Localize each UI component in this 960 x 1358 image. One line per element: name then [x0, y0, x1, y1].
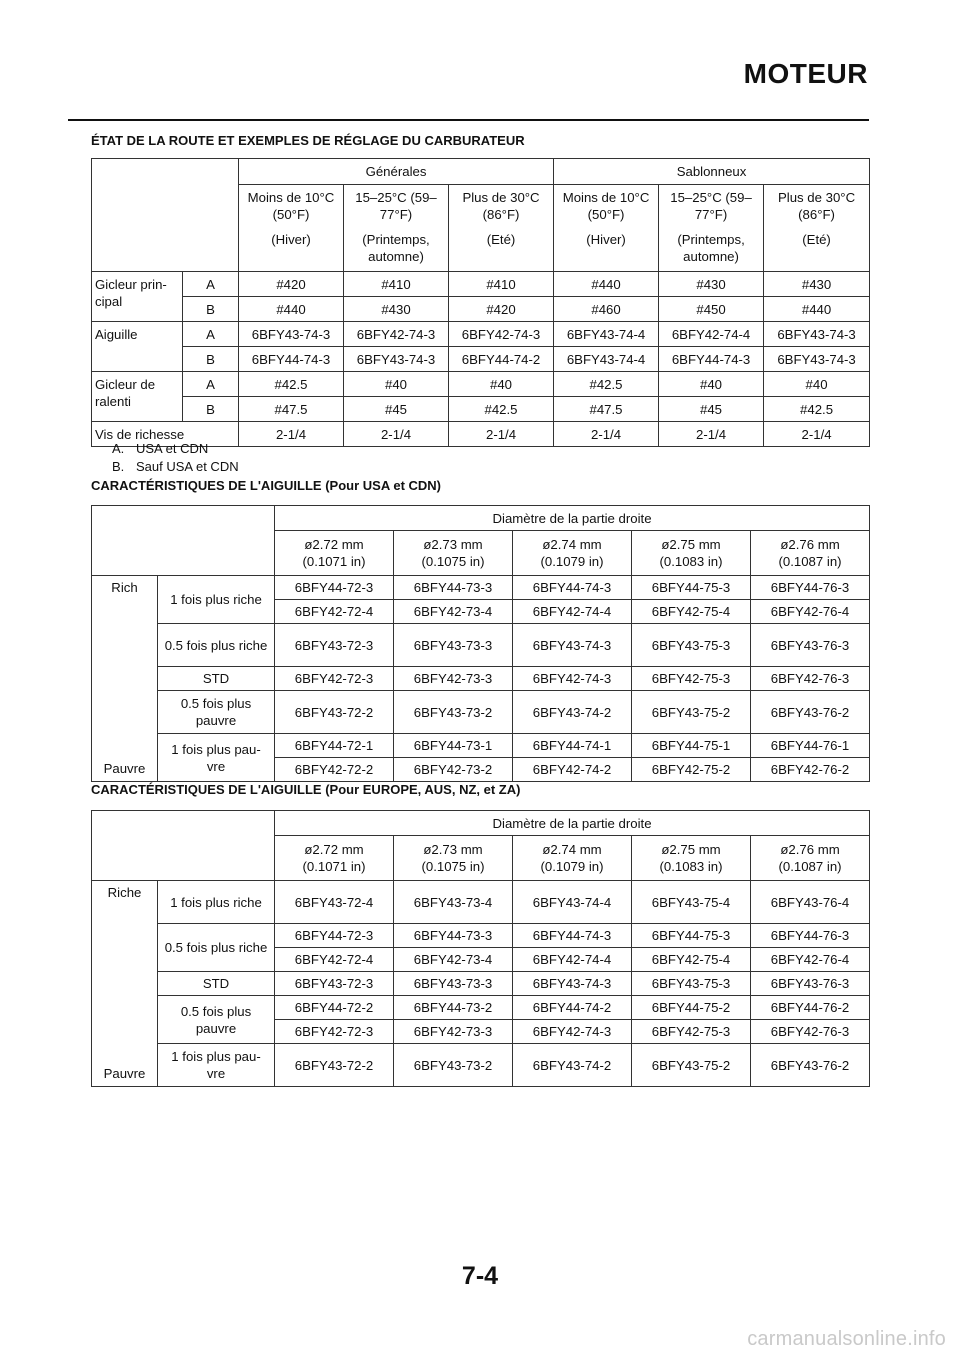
diameter-in: (0.1083 in): [659, 554, 723, 569]
diameter-size: [394, 531, 513, 576]
group-header: Sablonneux: [554, 159, 870, 185]
needle-code: 6BFY44-72-1: [275, 734, 394, 758]
diameter-size: [275, 531, 394, 576]
note-a: A. USA et CDN: [112, 441, 209, 456]
value-cell: #40: [659, 372, 764, 397]
needle-code: 6BFY43-76-3: [751, 972, 870, 996]
needle-code: 6BFY42-72-4: [275, 948, 394, 972]
level-label: 0.5 fois plus pauvre: [158, 996, 275, 1044]
value-cell: 2-1/4: [554, 422, 659, 447]
needle-code: 6BFY43-74-2: [513, 1044, 632, 1087]
value-cell: 2-1/4: [449, 422, 554, 447]
table-row: [92, 372, 870, 397]
diameter-size: [632, 836, 751, 881]
needle-code: 6BFY43-72-3: [275, 972, 394, 996]
level-label: 0.5 fois plus riche: [158, 624, 275, 667]
corner-cell: [92, 506, 275, 576]
needle-code: 6BFY42-72-3: [275, 1020, 394, 1044]
value-cell: #47.5: [554, 397, 659, 422]
diameter-mm: ø2.74 mm: [542, 537, 602, 552]
needle-code: 6BFY44-74-2: [513, 996, 632, 1020]
value-cell: 6BFY42-74-3: [449, 322, 554, 347]
value-cell: #430: [764, 272, 870, 297]
diameter-in: (0.1075 in): [421, 859, 485, 874]
value-cell: #45: [659, 397, 764, 422]
table-row: [92, 734, 870, 758]
needle-code: 6BFY44-73-3: [394, 576, 513, 600]
value-cell: 6BFY42-74-4: [659, 322, 764, 347]
needle-code: 6BFY42-76-4: [751, 948, 870, 972]
value-cell: 6BFY43-74-3: [764, 347, 870, 372]
diameter-size: [394, 836, 513, 881]
needle-code: 6BFY43-73-2: [394, 691, 513, 734]
value-cell: #440: [554, 272, 659, 297]
value-cell: #45: [344, 397, 449, 422]
value-cell: #47.5: [239, 397, 344, 422]
table-row: [92, 1044, 870, 1087]
value-cell: #430: [344, 297, 449, 322]
condition-season: (Eté): [802, 232, 831, 247]
table-row: [92, 924, 870, 948]
needle-code: 6BFY43-73-3: [394, 972, 513, 996]
needle-code: 6BFY42-74-3: [513, 1020, 632, 1044]
row-label: Aiguille: [92, 322, 183, 372]
table-row: [92, 272, 870, 297]
needle-europe-table: [91, 810, 870, 1087]
richness-scale: [92, 576, 158, 782]
needle-code: 6BFY44-74-3: [513, 576, 632, 600]
value-cell: 6BFY44-74-3: [239, 347, 344, 372]
rich-label: Riche: [107, 885, 142, 900]
needle-code: 6BFY42-75-4: [632, 948, 751, 972]
carburetor-settings-table: [91, 158, 870, 447]
section-heading-needle-europe: CARACTÉRISTIQUES DE L'AIGUILLE (Pour EUROPE, AUS, NZ, et ZA): [91, 782, 521, 797]
value-cell: #410: [449, 272, 554, 297]
needle-code: 6BFY42-76-4: [751, 600, 870, 624]
condition-season: (Hiver): [586, 232, 626, 247]
condition-temp: Moins de 10°C (50°F): [247, 190, 335, 222]
needle-code: 6BFY42-73-4: [394, 600, 513, 624]
condition-header: [239, 185, 344, 272]
needle-code: 6BFY44-76-3: [751, 576, 870, 600]
variant-code: B: [183, 397, 239, 422]
needle-code: 6BFY44-76-2: [751, 996, 870, 1020]
needle-code: 6BFY44-74-3: [513, 924, 632, 948]
needle-code: 6BFY42-76-3: [751, 667, 870, 691]
needle-code: 6BFY42-73-2: [394, 758, 513, 782]
needle-usa-table: [91, 505, 870, 782]
value-cell: #460: [554, 297, 659, 322]
group-header: Générales: [239, 159, 554, 185]
note-b: B. Sauf USA et CDN: [112, 459, 239, 474]
needle-code: 6BFY44-73-3: [394, 924, 513, 948]
table-row: [92, 881, 870, 924]
variant-code: A: [183, 372, 239, 397]
variant-code: B: [183, 347, 239, 372]
rich-label: Rich: [111, 580, 138, 595]
needle-code: 6BFY42-76-2: [751, 758, 870, 782]
diameter-in: (0.1087 in): [778, 859, 842, 874]
needle-code: 6BFY43-75-2: [632, 1044, 751, 1087]
diameter-size: [751, 836, 870, 881]
needle-code: 6BFY43-74-4: [513, 881, 632, 924]
row-label: Vis de richesse: [92, 422, 239, 447]
table-row: [92, 322, 870, 347]
needle-code: 6BFY43-75-2: [632, 691, 751, 734]
condition-header: [449, 185, 554, 272]
table-row: [92, 624, 870, 667]
needle-code: 6BFY43-76-2: [751, 691, 870, 734]
value-cell: #42.5: [764, 397, 870, 422]
needle-code: 6BFY42-75-4: [632, 600, 751, 624]
diameter-in: (0.1083 in): [659, 859, 723, 874]
page-title: MOTEUR: [743, 58, 868, 89]
diameter-in: (0.1071 in): [302, 859, 366, 874]
condition-temp: Plus de 30°C (86°F): [462, 190, 540, 222]
diameter-size: [513, 531, 632, 576]
needle-code: 6BFY43-76-2: [751, 1044, 870, 1087]
diameter-mm: ø2.73 mm: [423, 537, 483, 552]
needle-code: 6BFY43-76-3: [751, 624, 870, 667]
level-label: 1 fois plus riche: [158, 881, 275, 924]
needle-code: 6BFY42-73-4: [394, 948, 513, 972]
value-cell: #42.5: [239, 372, 344, 397]
value-cell: 2-1/4: [239, 422, 344, 447]
condition-season: (Printemps, automne): [362, 232, 430, 264]
variant-code: A: [183, 322, 239, 347]
needle-code: 6BFY44-75-2: [632, 996, 751, 1020]
value-cell: #440: [239, 297, 344, 322]
level-label: STD: [158, 972, 275, 996]
needle-code: 6BFY43-72-3: [275, 624, 394, 667]
value-cell: #440: [764, 297, 870, 322]
value-cell: #42.5: [449, 397, 554, 422]
row-label: Gicleur prin-cipal: [92, 272, 183, 322]
condition-header: [659, 185, 764, 272]
condition-season: (Printemps, automne): [677, 232, 745, 264]
value-cell: #40: [449, 372, 554, 397]
diameter-header: Diamètre de la partie droite: [275, 506, 870, 531]
poor-label: Pauvre: [103, 1066, 146, 1081]
watermark-text: carmanualsonline.info: [747, 1328, 946, 1350]
value-cell: #410: [344, 272, 449, 297]
needle-code: 6BFY42-73-3: [394, 1020, 513, 1044]
needle-code: 6BFY42-72-2: [275, 758, 394, 782]
condition-temp: 15–25°C (59–77°F): [355, 190, 437, 222]
value-cell: #420: [239, 272, 344, 297]
value-cell: #40: [764, 372, 870, 397]
table-row: [92, 397, 870, 422]
condition-header: [554, 185, 659, 272]
needle-code: 6BFY42-72-4: [275, 600, 394, 624]
value-cell: #420: [449, 297, 554, 322]
table-row: [92, 972, 870, 996]
diameter-mm: ø2.74 mm: [542, 842, 602, 857]
section-heading-needle-usa: CARACTÉRISTIQUES DE L'AIGUILLE (Pour USA et CDN): [91, 478, 442, 493]
needle-code: 6BFY42-74-3: [513, 667, 632, 691]
variant-code: A: [183, 272, 239, 297]
diameter-in: (0.1079 in): [540, 859, 604, 874]
needle-code: 6BFY42-74-2: [513, 758, 632, 782]
value-cell: 6BFY43-74-3: [764, 322, 870, 347]
needle-code: 6BFY43-72-2: [275, 691, 394, 734]
table-row: [92, 691, 870, 734]
diameter-in: (0.1087 in): [778, 554, 842, 569]
needle-code: 6BFY43-74-2: [513, 691, 632, 734]
needle-code: 6BFY42-75-2: [632, 758, 751, 782]
needle-code: 6BFY43-76-4: [751, 881, 870, 924]
value-cell: #430: [659, 272, 764, 297]
needle-code: 6BFY42-74-4: [513, 600, 632, 624]
level-label: 1 fois plus riche: [158, 576, 275, 624]
needle-code: 6BFY42-75-3: [632, 667, 751, 691]
page-number: 7-4: [461, 1262, 499, 1290]
needle-code: 6BFY44-72-3: [275, 576, 394, 600]
needle-code: 6BFY43-74-3: [513, 972, 632, 996]
condition-header: [764, 185, 870, 272]
value-cell: 6BFY43-74-4: [554, 322, 659, 347]
value-cell: 6BFY43-74-4: [554, 347, 659, 372]
needle-code: 6BFY44-75-3: [632, 924, 751, 948]
diameter-mm: ø2.72 mm: [304, 842, 364, 857]
diameter-in: (0.1071 in): [302, 554, 366, 569]
diameter-size: [751, 531, 870, 576]
needle-code: 6BFY43-72-2: [275, 1044, 394, 1087]
needle-code: 6BFY43-73-4: [394, 881, 513, 924]
diameter-mm: ø2.73 mm: [423, 842, 483, 857]
needle-code: 6BFY44-72-3: [275, 924, 394, 948]
poor-label: Pauvre: [103, 761, 146, 776]
diameter-size: [632, 531, 751, 576]
diameter-header: Diamètre de la partie droite: [275, 811, 870, 836]
condition-header: [344, 185, 449, 272]
value-cell: #450: [659, 297, 764, 322]
needle-code: 6BFY44-75-1: [632, 734, 751, 758]
corner-cell: [92, 159, 239, 272]
richness-scale: [92, 881, 158, 1087]
value-cell: #42.5: [554, 372, 659, 397]
table-row: [92, 347, 870, 372]
diameter-size: [275, 836, 394, 881]
diameter-size: [513, 836, 632, 881]
value-cell: 2-1/4: [764, 422, 870, 447]
table-row: [92, 297, 870, 322]
diameter-mm: ø2.76 mm: [780, 537, 840, 552]
value-cell: 6BFY44-74-3: [659, 347, 764, 372]
value-cell: 2-1/4: [659, 422, 764, 447]
needle-code: 6BFY43-73-2: [394, 1044, 513, 1087]
diameter-mm: ø2.72 mm: [304, 537, 364, 552]
needle-code: 6BFY43-74-3: [513, 624, 632, 667]
variant-code: B: [183, 297, 239, 322]
condition-season: (Eté): [486, 232, 516, 247]
needle-code: 6BFY44-76-1: [751, 734, 870, 758]
level-label: 1 fois plus pau-vre: [158, 734, 275, 782]
header-row-diameter: [92, 506, 870, 531]
needle-code: 6BFY44-74-1: [513, 734, 632, 758]
table-row: [92, 996, 870, 1020]
header-row-groups: [92, 159, 870, 185]
value-cell: #40: [344, 372, 449, 397]
condition-temp: Plus de 30°C (86°F): [777, 190, 856, 222]
value-cell: 6BFY43-74-3: [344, 347, 449, 372]
diameter-mm: ø2.75 mm: [661, 537, 721, 552]
section-heading-road-conditions: ÉTAT DE LA ROUTE ET EXEMPLES DE RÉGLAGE DU CARBURATEUR: [91, 133, 525, 148]
value-cell: 2-1/4: [344, 422, 449, 447]
diameter-in: (0.1079 in): [540, 554, 604, 569]
needle-code: 6BFY44-72-2: [275, 996, 394, 1020]
needle-code: 6BFY44-73-1: [394, 734, 513, 758]
needle-code: 6BFY44-76-3: [751, 924, 870, 948]
needle-code: 6BFY43-75-3: [632, 624, 751, 667]
needle-code: 6BFY42-74-4: [513, 948, 632, 972]
needle-code: 6BFY43-72-4: [275, 881, 394, 924]
needle-code: 6BFY42-72-3: [275, 667, 394, 691]
needle-code: 6BFY44-73-2: [394, 996, 513, 1020]
needle-code: 6BFY42-76-3: [751, 1020, 870, 1044]
diameter-mm: ø2.75 mm: [661, 842, 721, 857]
header-rule: [68, 119, 869, 121]
header-row-diameter: [92, 811, 870, 836]
value-cell: 6BFY44-74-2: [449, 347, 554, 372]
level-label: STD: [158, 667, 275, 691]
row-label: Gicleur de ralenti: [92, 372, 183, 422]
level-label: 1 fois plus pau-vre: [158, 1044, 275, 1087]
needle-code: 6BFY42-75-3: [632, 1020, 751, 1044]
needle-code: 6BFY43-75-3: [632, 972, 751, 996]
diameter-in: (0.1075 in): [421, 554, 485, 569]
condition-temp: Moins de 10°C (50°F): [562, 190, 650, 222]
corner-cell: [92, 811, 275, 881]
condition-temp: 15–25°C (59–77°F): [670, 190, 752, 222]
value-cell: 6BFY42-74-3: [344, 322, 449, 347]
table-notes: [112, 440, 239, 476]
needle-code: 6BFY42-73-3: [394, 667, 513, 691]
needle-code: 6BFY43-73-3: [394, 624, 513, 667]
needle-code: 6BFY44-75-3: [632, 576, 751, 600]
value-cell: 6BFY43-74-3: [239, 322, 344, 347]
needle-code: 6BFY43-75-4: [632, 881, 751, 924]
level-label: 0.5 fois plus riche: [158, 924, 275, 972]
diameter-mm: ø2.76 mm: [780, 842, 840, 857]
table-row: [92, 667, 870, 691]
table-row: [92, 576, 870, 600]
level-label: 0.5 fois plus pauvre: [158, 691, 275, 734]
condition-season: (Hiver): [271, 232, 311, 247]
